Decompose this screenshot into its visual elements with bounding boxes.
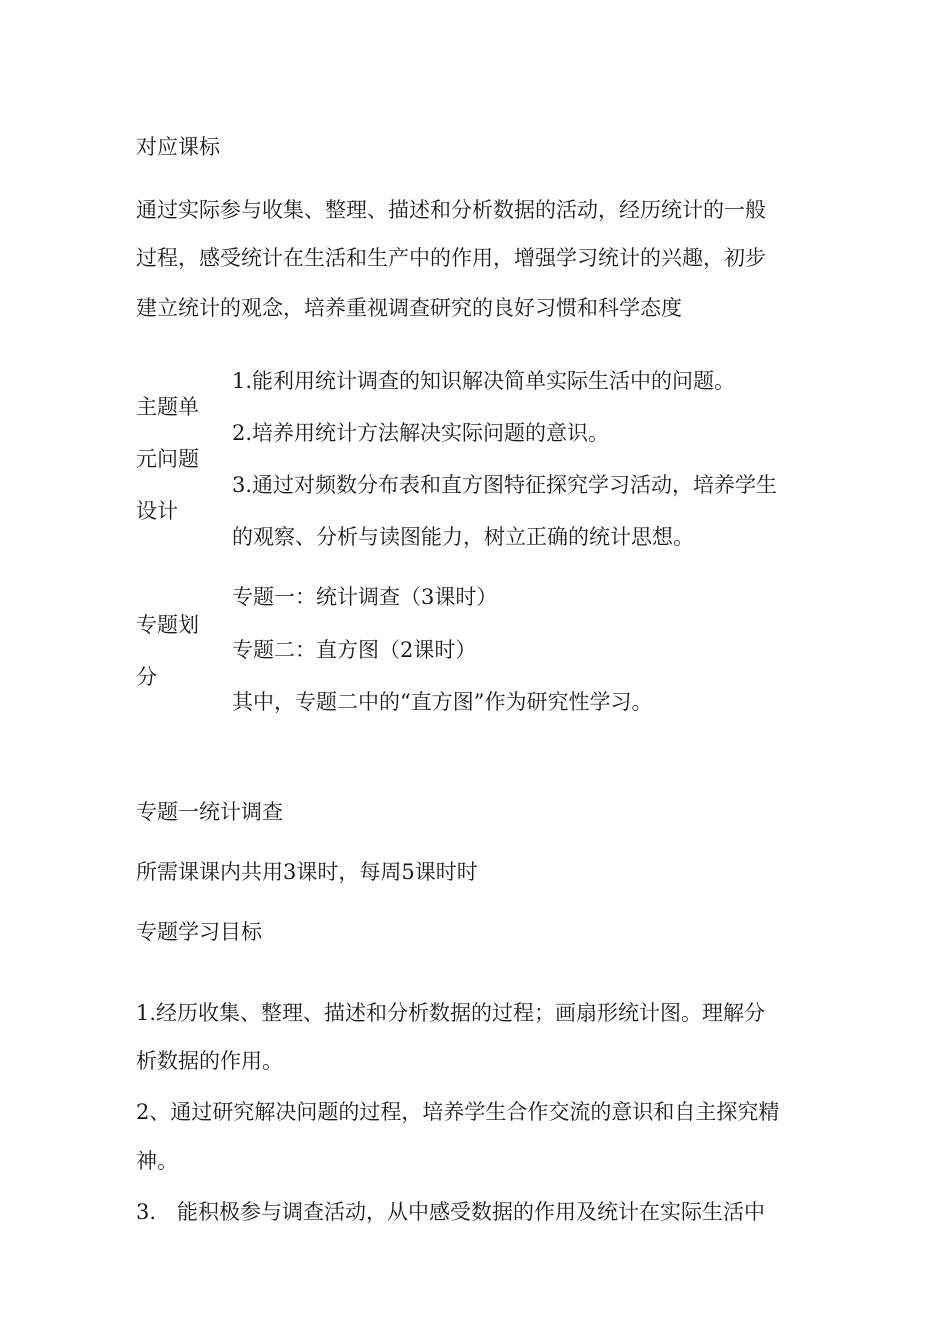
row-label-line: 元问题 [136, 447, 199, 471]
paragraph-line: 建立统计的观念，培养重视调查研究的良好习惯和科学态度 [136, 296, 682, 320]
section-heading-curriculum: 对应课标 [136, 135, 220, 159]
goal-line: 3. 能积极参与调查活动，从中感受数据的作用及统计在实际生活中 [136, 1200, 766, 1224]
goal-line: 神。 [136, 1149, 178, 1173]
row-content-line: 专题二：直方图（2课时） [232, 638, 477, 662]
row-label-line: 主题单 [136, 395, 199, 419]
row-label-line: 专题划 [136, 613, 199, 637]
row-content-line: 2.培养用统计方法解决实际问题的意识。 [232, 421, 610, 445]
row-content-line: 其中，专题二中的“直方图”作为研究性学习。 [232, 690, 653, 714]
goal-line: 2、通过研究解决问题的过程，培养学生合作交流的意识和自主探究精 [136, 1100, 780, 1124]
paragraph-line: 通过实际参与收集、整理、描述和分析数据的活动，经历统计的一般 [136, 198, 766, 222]
goals-heading: 专题学习目标 [136, 920, 262, 944]
row-content-line: 的观察、分析与读图能力，树立正确的统计思想。 [232, 525, 694, 549]
row-content-line: 3.通过对频数分布表和直方图特征探究学习活动，培养学生 [232, 473, 778, 497]
paragraph-line: 过程，感受统计在生活和生产中的作用，增强学习统计的兴趣，初步 [136, 246, 766, 270]
goal-line: 析数据的作用。 [136, 1049, 283, 1073]
class-hours-text: 所需课课内共用3课时，每周5课时时 [136, 860, 478, 884]
row-content-line: 1.能利用统计调查的知识解决简单实际生活中的问题。 [232, 369, 736, 393]
row-label-line: 分 [136, 665, 157, 689]
goal-line: 1.经历收集、整理、描述和分析数据的过程；画扇形统计图。理解分 [136, 1001, 766, 1025]
row-label-line: 设计 [136, 499, 178, 523]
row-content-line: 专题一：统计调查（3课时） [232, 585, 498, 609]
topic-title: 专题一统计调查 [136, 800, 283, 824]
